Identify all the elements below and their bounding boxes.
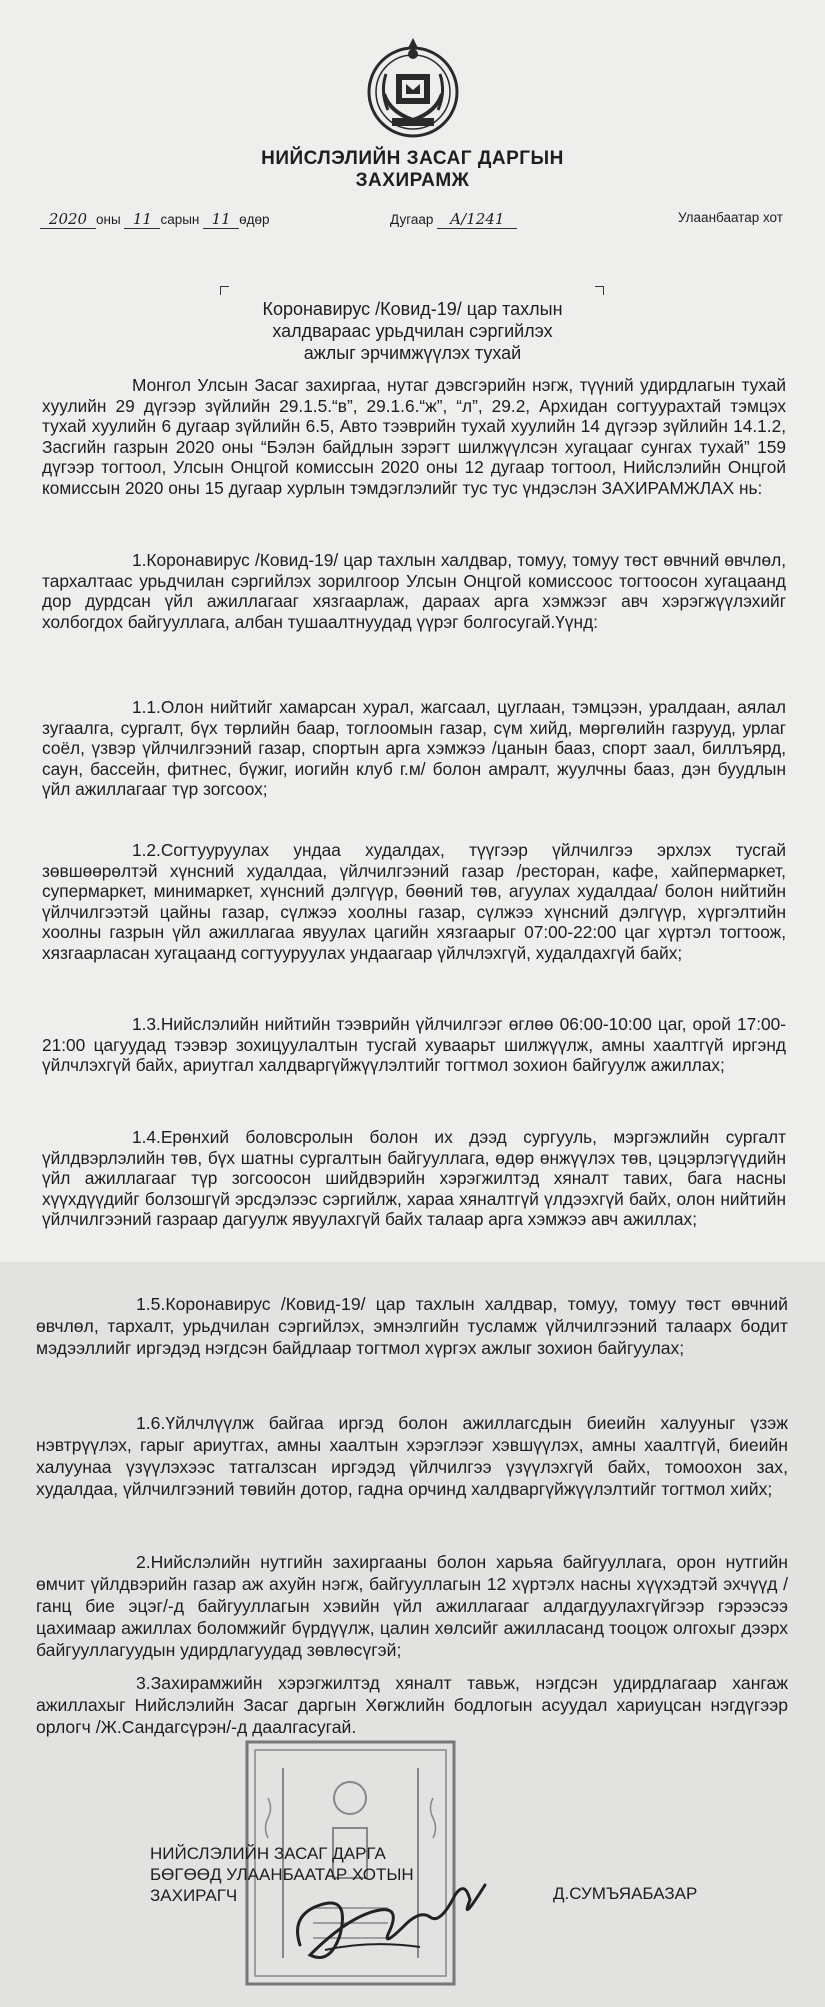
document-number: А/1241: [437, 210, 517, 229]
title-bracket-left: [220, 286, 229, 295]
date-month: 11: [124, 210, 160, 229]
date-field: 2020 оны 11 сарын 11 өдөр: [40, 210, 270, 229]
clause-1-4: 1.4.Ерөнхий боловсролын болон их дээд сургууль, мэргэжлийн сургалт үйлдвэрлэлийн төв, бүх шатны сургалтын байгууллага, өдөр өнжүүлэх төв, цэцэрлэгүүдийн үйл ажиллагааг түр зогсоосон шийдвэрийн хэрэгжилтэд хяналт тавих, бага насны хүүхдүүдийг болзошгүй эрсдэлээс сэргийлж, хараа хяналтгүй үлдээхгүй байх, олон нийтийн үйлчилгээний газраар дагуулж явуулахгүй байх талаар арга хэмжээ авч ажиллах;: [42, 1127, 786, 1230]
signatory-title: НИЙСЛЭЛИЙН ЗАСАГ ДАРГА БӨГӨӨД УЛААНБААТАР ХОТЫН ЗАХИРАГЧ: [150, 1844, 414, 1905]
clause-1-6: 1.6.Үйлчлүүлж байгаа иргэд болон ажиллагсдын биеийн халууныг үзэж нэвтрүүлэх, гарыг ариутгах, амны хаалтын хэрэглээг хэвшүүлэх, амны хаалтгүй, биеийн халуунаа үзүүлэхээс татгалзсан иргэдэд үйлчилгээ үзүүлэхгүй байх, томоохон зах, худалдаа, үйлчилгээний төвийн дотор, гадна орчинд халдваргүйжүүлэлтийг тогтмол хийх;: [36, 1413, 788, 1499]
document-title: Коронавирус /Ковид-19/ цар тахлын халдвараас урьдчилан сэргийлэх ажлыг эрчимжүүлэх тухай: [262, 299, 563, 363]
org-name: НИЙСЛЭЛИЙН ЗАСАГ ДАРГЫН: [261, 148, 564, 169]
document-type: ЗАХИРАМЖ: [355, 170, 470, 191]
document-number-field: Дугаар А/1241: [390, 210, 517, 229]
title-bracket-right: [595, 286, 604, 295]
clause-2: 2.Нийслэлийн нутгийн захиргааны болон харьяа байгууллага, орон нутгийн өмчит үйлдвэрийн газар аж ахуйн нэгж, байгууллагын 12 хүртэлх насны хүүхэдтэй эхчүүд /ганц бие эцэг/-д байгууллагын хэвийн үйл ажиллагааг алдагдуулахгүйгээр гэрээсээ цахимаар ажиллах боломжийг бүрдүүлж, цалин хөлсийг ажилласанд тооцож олгохыг дээрх байгууллагуудын удирдлагуудад зөвлөсүгэй;: [36, 1552, 788, 1660]
clause-1-3: 1.3.Нийслэлийн нийтийн тээврийн үйлчилгээг өглөө 06:00-10:00 цаг, орой 17:00-21:00 цагуудад тээвэр зохицуулалтын тусгай хуваарьт шилжүүлж, амны хаалтгүй иргэнд үйлчлэхгүй байх, ариутгал халдваргүйжүүлэлтийг тогтмол зохион байгуулж ажиллах;: [42, 1014, 786, 1076]
clause-1-1: 1.1.Олон нийтийг хамарсан хурал, жагсаал, цуглаан, тэмцээн, уралдаан, аялал зугаалга, сургалт, бүх төрлийн баар, тоглоомын газар, сүм хийд, мөргөлийн газрууд, урлаг соёл, үзвэр үйлчилгээний газар, спортын арга хэмжээ /цанын бааз, спорт заал, биллъярд, саун, бассейн, фитнес, бүжиг, иогийн клуб г.м/ болон амралт, жуулчны бааз, дэн буудлын үйл ажиллагааг түр зогсоох;: [42, 697, 786, 800]
clause-1-5: 1.5.Коронавирус /Ковид-19/ цар тахлын халдвар, томуу, томуу төст өвчний өвчлөл, тархалт, урьдчилан сэргийлэх, эмнэлгийн тусламж үйлчилгээний талаарх бодит мэдээллийг иргэдэд нэгдсэн байдлаар тогтмол хүргэх ажлыг зохион байгуулах;: [36, 1294, 788, 1358]
date-year: 2020: [40, 210, 96, 229]
date-day: 11: [203, 210, 239, 229]
clause-1-2: 1.2.Согтууруулах ундаа худалдах, түүгээр үйлчилгээ эрхлэх тусгай зөвшөөрөлтэй хүнсний худалдаа, үйлчилгээний газар /ресторан, кафе, хайпермаркет, супермаркет, минимаркет, хүнсний дэлгүүр, бөөний төв, агуулах худалдаа/ болон нийтийн үйлчилгээтэй цайны газар, сүлжээ хоолны газар, сүлжээ хүнсний дэлгүүр, хүргэлтийн хоолны газрын үйл ажиллагаа явуулах цагийн хязгаарыг 07:00-22:00 цаг хүртэл тогтоож, хязгаарласан хугацаанд согтууруулах ундаагаар үйлчлэхгүй, худалдахгүй байх;: [42, 840, 786, 963]
clause-1: 1.Коронавирус /Ковид-19/ цар тахлын халдвар, томуу, томуу төст өвчний өвчлөл, тархалтаас урьдчилан сэргийлэх зорилгоор Улсын Онцгой комиссоос тогтоосон хугацаанд дор дурдсан үйл ажиллагааг хязгаарлаж, дараах арга хэмжээг авч хэрэгжүүлэхийг холбогдох байгууллага, албан тушаалтнуудад үүрэг болгосугай.Үүнд:: [42, 550, 786, 632]
clause-3: 3.Захирамжийн хэрэгжилтэд хяналт тавьж, нэгдсэн удирдлагаар хангаж ажиллахыг Нийслэлийн Засаг даргын Хөгжлийн бодлогын асуудал хариуцсан нэгдүгээр орлогч /Ж.Сандагсүрэн/-д даалгасугай.: [36, 1673, 788, 1737]
signatory-name: Д.СУМЪЯАБАЗАР: [553, 1884, 698, 1903]
handwritten-signature: [280, 1855, 500, 1975]
document-header: [0, 148, 825, 192]
place: Улаанбаатар хот: [678, 210, 783, 225]
state-emblem-icon: [366, 34, 461, 144]
preamble: Монгол Улсын Засаг захиргаа, нутаг дэвсгэрийн нэгж, түүний удирдлагын тухай хуулийн 29 дүгээр зүйлийн 29.1.5.“в”, 29.1.6.“ж”, “л”, 29.2, Архидан согтуурахтай тэмцэх тухай хуулийн 6 дугаар зүйлийн 6.5, Авто тээврийн тухай хуулийн 14 дүгээр зүйлийн 14.1.2, Засгийн газрын 2020 оны “Бэлэн байдлын зэрэгт шилжүүлсэн хугацааг сунгах тухай” 159 дүгээр тогтоол, Улсын Онцгой комиссын 2020 оны 12 дугаар тогтоол, Нийслэлийн Онцгой комиссын 2020 оны 15 дугаар хурлын тэмдэглэлийг тус тус үндэслэн ЗАХИРАМЖЛАХ нь:: [42, 375, 786, 498]
